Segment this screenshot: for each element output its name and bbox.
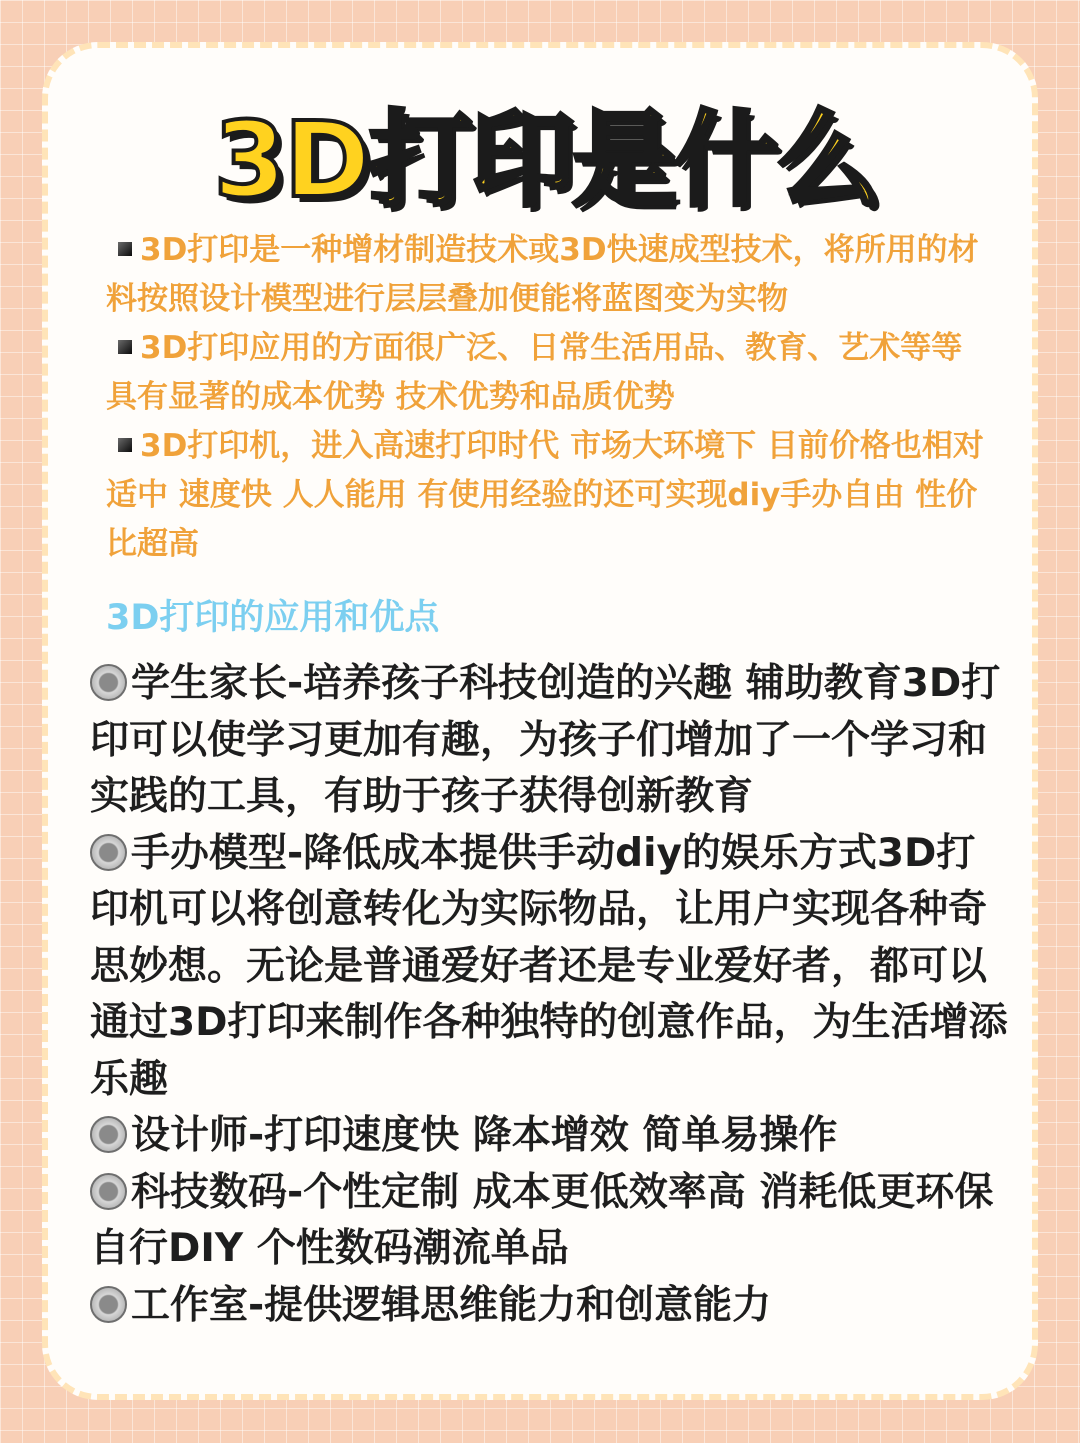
- radio-circle-icon: [90, 664, 127, 701]
- intro-item: [106, 422, 986, 569]
- section-subtitle: 3D打印的应用和优点: [106, 598, 440, 638]
- application-item: [90, 656, 1010, 826]
- application-item-text: 工作室-提供逻辑思维能力和创意能力: [131, 1282, 772, 1328]
- application-item-text: 科技数码-个性定制 成本更低效率高 消耗低更环保 自行DIY 个性数码潮流单品: [90, 1169, 994, 1271]
- square-bullet-icon: [118, 340, 132, 354]
- intro-list: [106, 226, 986, 569]
- intro-item: [106, 324, 986, 422]
- intro-item-text: 3D打印机，进入高速打印时代 市场大环境下 目前价格也相对适中 速度快 人人能用 有使用经验的还可实现diy手办自由 性价比超高: [106, 428, 984, 562]
- application-item: [90, 1165, 1010, 1278]
- application-item: [90, 1278, 1010, 1335]
- application-item-text: 学生家长-培养孩子科技创造的兴趣 辅助教育3D打印可以使学习更加有趣，为孩子们增加了一个学习和实践的工具，有助于孩子获得创新教育: [90, 661, 1001, 819]
- intro-item-text: 3D打印应用的方面很广泛、日常生活用品、教育、艺术等等具有显著的成本优势 技术优势和品质优势: [106, 330, 963, 415]
- application-item: [90, 826, 1010, 1109]
- radio-circle-icon: [90, 1116, 127, 1153]
- application-item-text: 手办模型-降低成本提供手动diy的娱乐方式3D打印机可以将创意转化为实际物品，让用户实现各种奇思妙想。无论是普通爱好者还是专业爱好者，都可以通过3D打印来制作各种独特的创意作品，为生活增添乐趣: [90, 830, 1008, 1102]
- intro-item-text: 3D打印是一种增材制造技术或3D快速成型技术，将所用的材料按照设计模型进行层层叠加便能将蓝图变为实物: [106, 232, 979, 317]
- page-title: 3D打印是什么: [213, 99, 879, 221]
- radio-circle-icon: [90, 834, 127, 871]
- radio-circle-icon: [90, 1173, 127, 1210]
- content-card: [42, 42, 1038, 1400]
- applications-list: [90, 656, 1010, 1334]
- radio-circle-icon: [90, 1286, 127, 1323]
- square-bullet-icon: [118, 438, 132, 452]
- square-bullet-icon: [118, 242, 132, 256]
- application-item: [90, 1108, 1010, 1165]
- application-item-text: 设计师-打印速度快 降本增效 简单易操作: [131, 1113, 838, 1158]
- intro-item: [106, 226, 986, 324]
